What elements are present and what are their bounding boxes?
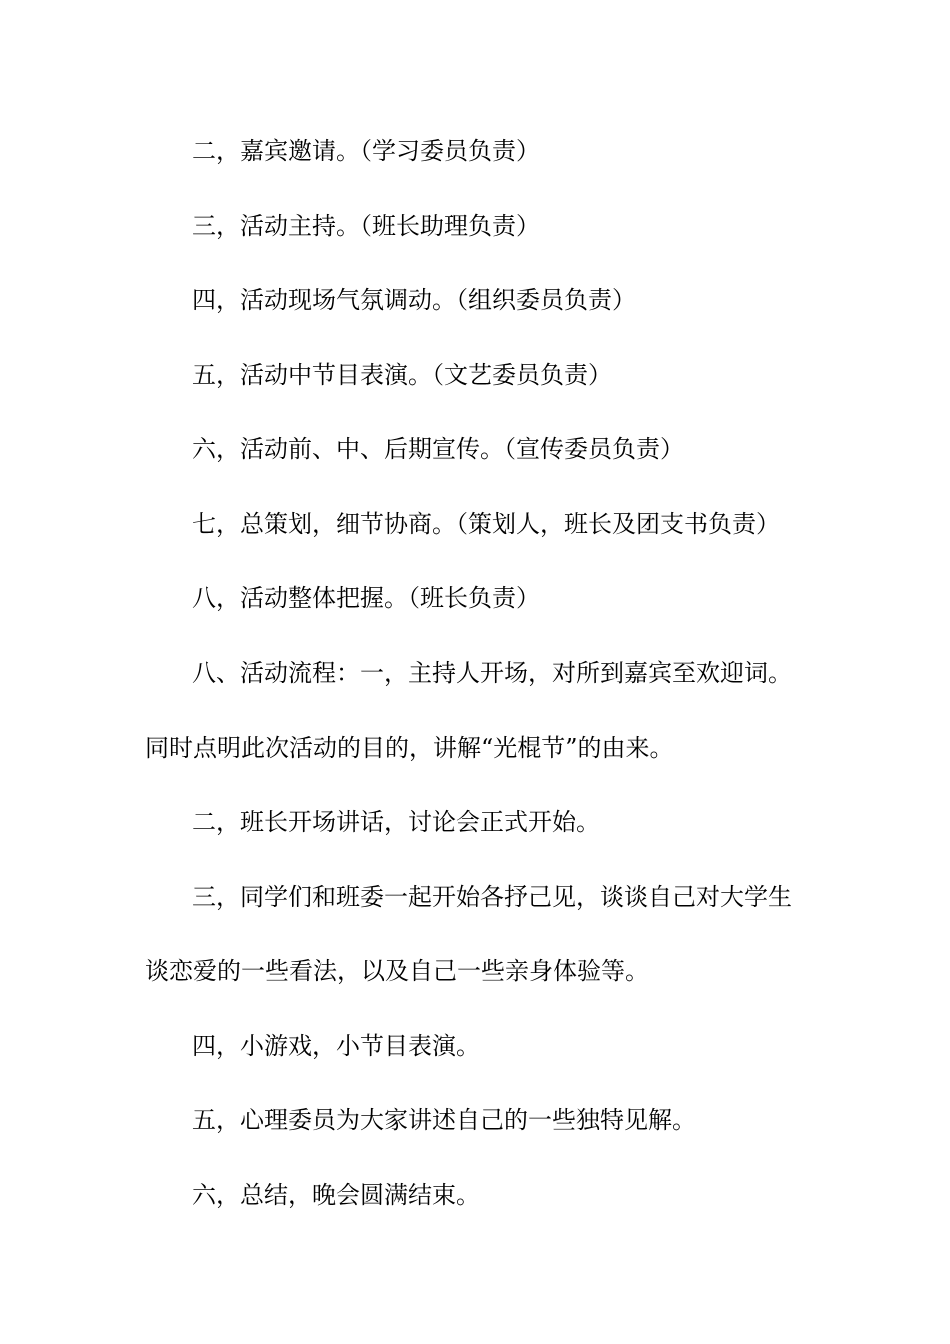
- text-line: 五，心理委员为大家讲述自己的一些独特见解。: [192, 1106, 696, 1134]
- text-line: 七，总策划，细节协商。（策划人，班长及团支书负责）: [192, 510, 780, 538]
- text-line: 四，小游戏，小节目表演。: [192, 1032, 480, 1060]
- text-line: 二，班长开场讲话，讨论会正式开始。: [192, 808, 600, 836]
- text-line: 三，活动主持。（班长助理负责）: [192, 212, 540, 240]
- text-line: 二，嘉宾邀请。（学习委员负责）: [192, 137, 540, 165]
- text-line: 同时点明此次活动的目的，讲解“光棍节”的由来。: [145, 734, 674, 762]
- text-line: 八，活动整体把握。（班长负责）: [192, 584, 540, 612]
- text-line: 六，总结，晚会圆满结束。: [192, 1181, 480, 1209]
- text-line: 八、活动流程：一，主持人开场，对所到嘉宾至欢迎词。: [192, 659, 792, 687]
- text-line: 四，活动现场气氛调动。（组织委员负责）: [192, 286, 636, 314]
- text-line: 谈恋爱的一些看法，以及自己一些亲身体验等。: [145, 957, 649, 985]
- text-line: 六，活动前、中、后期宣传。（宣传委员负责）: [192, 435, 684, 463]
- text-line: 五，活动中节目表演。（文艺委员负责）: [192, 361, 612, 389]
- text-line: 三，同学们和班委一起开始各抒己见，谈谈自己对大学生: [192, 883, 792, 911]
